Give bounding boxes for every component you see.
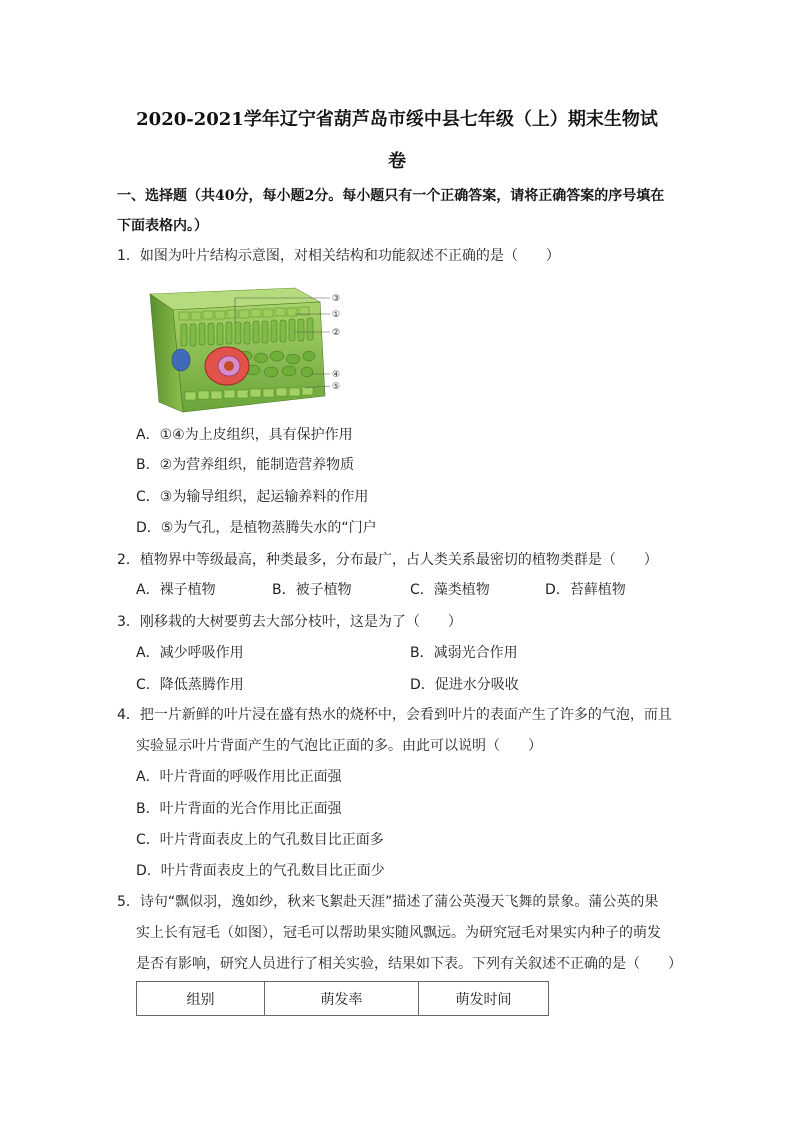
section-heading: 一、选择题（共40分，每小题2分。每小题只有一个正确答案，请将正确答案的序号填在 <box>117 188 665 204</box>
figure-label-3: ③ <box>332 294 341 304</box>
table-header-germination-time: 萌发时间 <box>419 982 549 1016</box>
question-3-stem: 3．刚移栽的大树要剪去大部分枝叶，这是为了（ ） <box>117 614 462 630</box>
question-3-option-b[interactable]: B．减弱光合作用 <box>410 645 518 661</box>
table-header-germination-rate: 萌发率 <box>265 982 419 1016</box>
figure-label-5: ⑤ <box>332 382 341 392</box>
question-1-option-c[interactable]: C．③为输导组织，起运输养料的作用 <box>136 489 369 505</box>
table-header-row <box>137 982 549 1016</box>
question-1-stem: 1．如图为叶片结构示意图，对相关结构和功能叙述不正确的是（ ） <box>117 248 560 264</box>
section-heading-continued: 下面表格内。） <box>117 218 208 234</box>
question-2-option-c[interactable]: C．藻类植物 <box>410 582 490 598</box>
question-2-option-d[interactable]: D．苔藓植物 <box>545 582 626 598</box>
figure-label-2: ② <box>332 328 341 338</box>
question-5-stem-continued: 实上长有冠毛（如图），冠毛可以帮助果实随风飘远。为研究冠毛对果实内种子的萌发 <box>136 925 661 941</box>
question-1-option-a[interactable]: A．①④为上皮组织，具有保护作用 <box>136 427 353 443</box>
question-4-option-b[interactable]: B．叶片背面的光合作用比正面强 <box>136 801 342 817</box>
figure-label-1: ① <box>332 310 341 320</box>
question-5-stem: 5．诗句“飘似羽，逸如纱，秋来飞絮赴天涯”描述了蒲公英漫天飞舞的景象。蒲公英的果 <box>117 894 659 910</box>
figure-label-4: ④ <box>332 370 341 380</box>
exam-title: 2020-2021学年辽宁省葫芦岛市绥中县七年级（上）期末生物试 <box>136 109 658 130</box>
question-3-option-d[interactable]: D．促进水分吸收 <box>410 677 519 693</box>
question-5-stem-continued-2: 是否有影响，研究人员进行了相关实验，结果如下表。下列有关叙述不正确的是（ ） <box>136 956 682 972</box>
table-header-group: 组别 <box>137 982 265 1016</box>
question-4-option-a[interactable]: A．叶片背面的呼吸作用比正面强 <box>136 769 342 785</box>
question-4-stem-continued: 实验显示叶片背面产生的气泡比正面的多。由此可以说明（ ） <box>136 738 542 754</box>
question-2-stem: 2．植物界中等级最高，种类最多，分布最广，占人类关系最密切的植物类群是（ ） <box>117 552 658 568</box>
question-2-option-a[interactable]: A．裸子植物 <box>136 582 216 598</box>
question-1-option-d[interactable]: D．⑤为气孔，是植物蒸腾失水的“门户 <box>136 520 377 536</box>
question-3-option-c[interactable]: C．降低蒸腾作用 <box>136 677 244 693</box>
question-3-option-a[interactable]: A．减少呼吸作用 <box>136 645 244 661</box>
question-2-option-b[interactable]: B．被子植物 <box>272 582 352 598</box>
question-1-option-b[interactable]: B．②为营养组织，能制造营养物质 <box>136 457 355 473</box>
question-4-stem: 4．把一片新鲜的叶片浸在盛有热水的烧杯中，会看到叶片的表面产生了许多的气泡，而且 <box>117 707 672 723</box>
exam-title-continued: 卷 <box>388 151 406 172</box>
leaf-structure-figure <box>145 284 345 416</box>
question-4-option-d[interactable]: D．叶片背面表皮上的气孔数目比正面少 <box>136 863 385 879</box>
germination-table <box>136 981 549 1016</box>
question-4-option-c[interactable]: C．叶片背面表皮上的气孔数目比正面多 <box>136 832 384 848</box>
